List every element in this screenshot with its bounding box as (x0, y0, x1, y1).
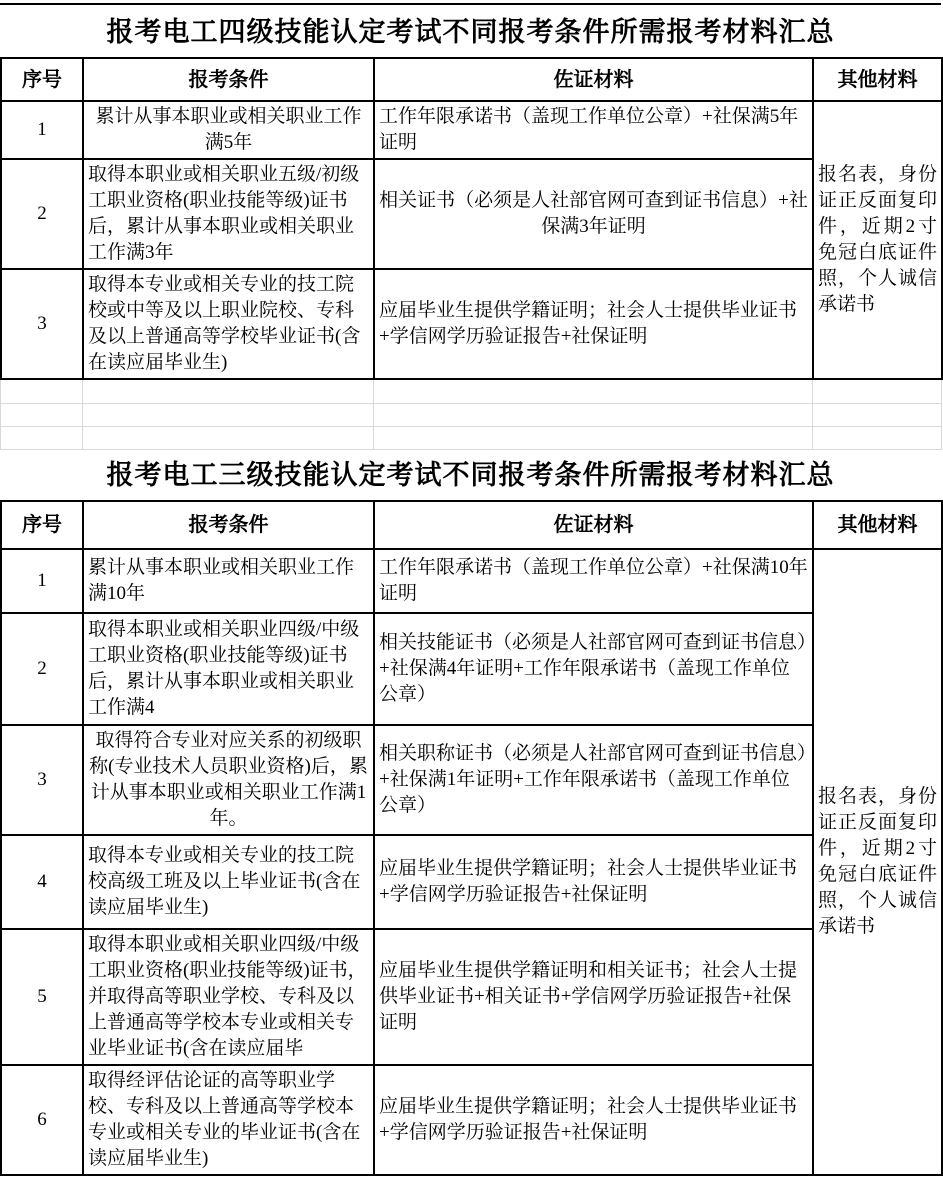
evidence-cell: 相关职称证书（必须是人社部官网可查到证书信息）+社保满1年证明+工作年限承诺书（盖现工作单位公章） (374, 725, 813, 835)
empty-cell (374, 426, 813, 449)
seq-cell: 1 (1, 101, 83, 159)
level4-header-row (1, 58, 942, 101)
level4-header-condition: 报考条件 (83, 58, 374, 101)
condition-cell: 累计从事本职业或相关职业工作满10年 (83, 549, 374, 613)
empty-cell (1, 380, 83, 403)
condition-cell: 取得本职业或相关职业四级/中级工职业资格(职业技能等级)证书后，累计从事本职业或相关职业工作满4 (83, 613, 374, 725)
empty-cell (813, 403, 942, 426)
empty-cell (374, 380, 813, 403)
seq-cell: 3 (1, 725, 83, 835)
evidence-cell: 工作年限承诺书（盖现工作单位公章）+社保满10年证明 (374, 549, 813, 613)
level3-table-title: 报考电工三级技能认定考试不同报考条件所需报考材料汇总 (106, 459, 835, 490)
empty-cell (374, 403, 813, 426)
evidence-cell: 应届毕业生提供学籍证明；社会人士提供毕业证书+学信网学历验证报告+社保证明 (374, 835, 813, 929)
empty-cell (1, 426, 83, 449)
table-row (1, 613, 942, 725)
other-materials-cell: 报名表，身份证正反面复印件，近期2寸免冠白底证件照，个人诚信承诺书 (813, 549, 942, 1175)
empty-cell (83, 380, 374, 403)
condition-cell: 取得符合专业对应关系的初级职称(专业技术人员职业资格)后，累计从事本职业或相关职业工作满1年。 (83, 725, 374, 835)
evidence-cell: 应届毕业生提供学籍证明；社会人士提供毕业证书+学信网学历验证报告+社保证明 (374, 1065, 813, 1175)
other-materials-cell: 报名表，身份证正反面复印件，近期2寸免冠白底证件照，个人诚信承诺书 (813, 101, 942, 379)
condition-cell: 取得本职业或相关职业五级/初级工职业资格(职业技能等级)证书后，累计从事本职业或相关职业工作满3年 (83, 159, 374, 269)
table-row (1, 159, 942, 269)
condition-cell: 取得本专业或相关专业的技工院校高级工班及以上毕业证书(含在读应届毕业生) (83, 835, 374, 929)
table-row (1, 269, 942, 379)
empty-cell (813, 380, 942, 403)
seq-cell: 2 (1, 159, 83, 269)
seq-cell: 3 (1, 269, 83, 379)
evidence-cell: 应届毕业生提供学籍证明；社会人士提供毕业证书+学信网学历验证报告+社保证明 (374, 269, 813, 379)
seq-cell: 6 (1, 1065, 83, 1175)
empty-cell (813, 426, 942, 449)
level3-header-evidence: 佐证材料 (374, 501, 813, 549)
empty-row (1, 426, 942, 449)
condition-cell: 取得本专业或相关专业的技工院校或中等及以上职业院校、专科及以上普通高等学校毕业证书(含在读应届毕业生) (83, 269, 374, 379)
empty-row (1, 403, 942, 426)
condition-cell: 累计从事本职业或相关职业工作满5年 (83, 101, 374, 159)
level3-header-no: 序号 (1, 501, 83, 549)
seq-cell: 4 (1, 835, 83, 929)
table-row (1, 835, 942, 929)
empty-cell (83, 403, 374, 426)
level3-header-row (1, 501, 942, 549)
empty-cell (1, 403, 83, 426)
level3-header-condition: 报考条件 (83, 501, 374, 549)
table-row (1, 725, 942, 835)
evidence-cell: 相关技能证书（必须是人社部官网可查到证书信息）+社保满4年证明+工作年限承诺书（盖现工作单位公章） (374, 613, 813, 725)
level4-table (0, 57, 943, 380)
seq-cell: 1 (1, 549, 83, 613)
empty-gridline-rows (0, 380, 942, 450)
bottom-margin (0, 1176, 943, 1180)
document (0, 3, 943, 1180)
empty-row (1, 380, 942, 403)
level3-header-other: 其他材料 (813, 501, 942, 549)
table-row (1, 549, 942, 613)
level4-header-evidence: 佐证材料 (374, 58, 813, 101)
level4-table-title: 报考电工四级技能认定考试不同报考条件所需报考材料汇总 (0, 3, 941, 57)
condition-cell: 取得经评估论证的高等职业学校、专科及以上普通高等学校本专业或相关专业的毕业证书(含在读应届毕业生) (83, 1065, 374, 1175)
seq-cell: 5 (1, 929, 83, 1065)
seq-cell: 2 (1, 613, 83, 725)
table-row (1, 101, 942, 159)
evidence-cell: 相关证书（必须是人社部官网可查到证书信息）+社保满3年证明 (374, 159, 813, 269)
level4-header-no: 序号 (1, 58, 83, 101)
empty-cell (83, 426, 374, 449)
table-row (1, 929, 942, 1065)
level4-header-other: 其他材料 (813, 58, 942, 101)
level3-table (0, 500, 943, 1176)
condition-cell: 取得本职业或相关职业四级/中级工职业资格(职业技能等级)证书，并取得高等职业学校、专科及以上普通高等学校本专业或相关专业毕业证书(含在读应届毕 (83, 929, 374, 1065)
evidence-cell: 工作年限承诺书（盖现工作单位公章）+社保满5年证明 (374, 101, 813, 159)
table-row (1, 1065, 942, 1175)
evidence-cell: 应届毕业生提供学籍证明和相关证书；社会人士提供毕业证书+相关证书+学信网学历验证报告+社保证明 (374, 929, 813, 1065)
